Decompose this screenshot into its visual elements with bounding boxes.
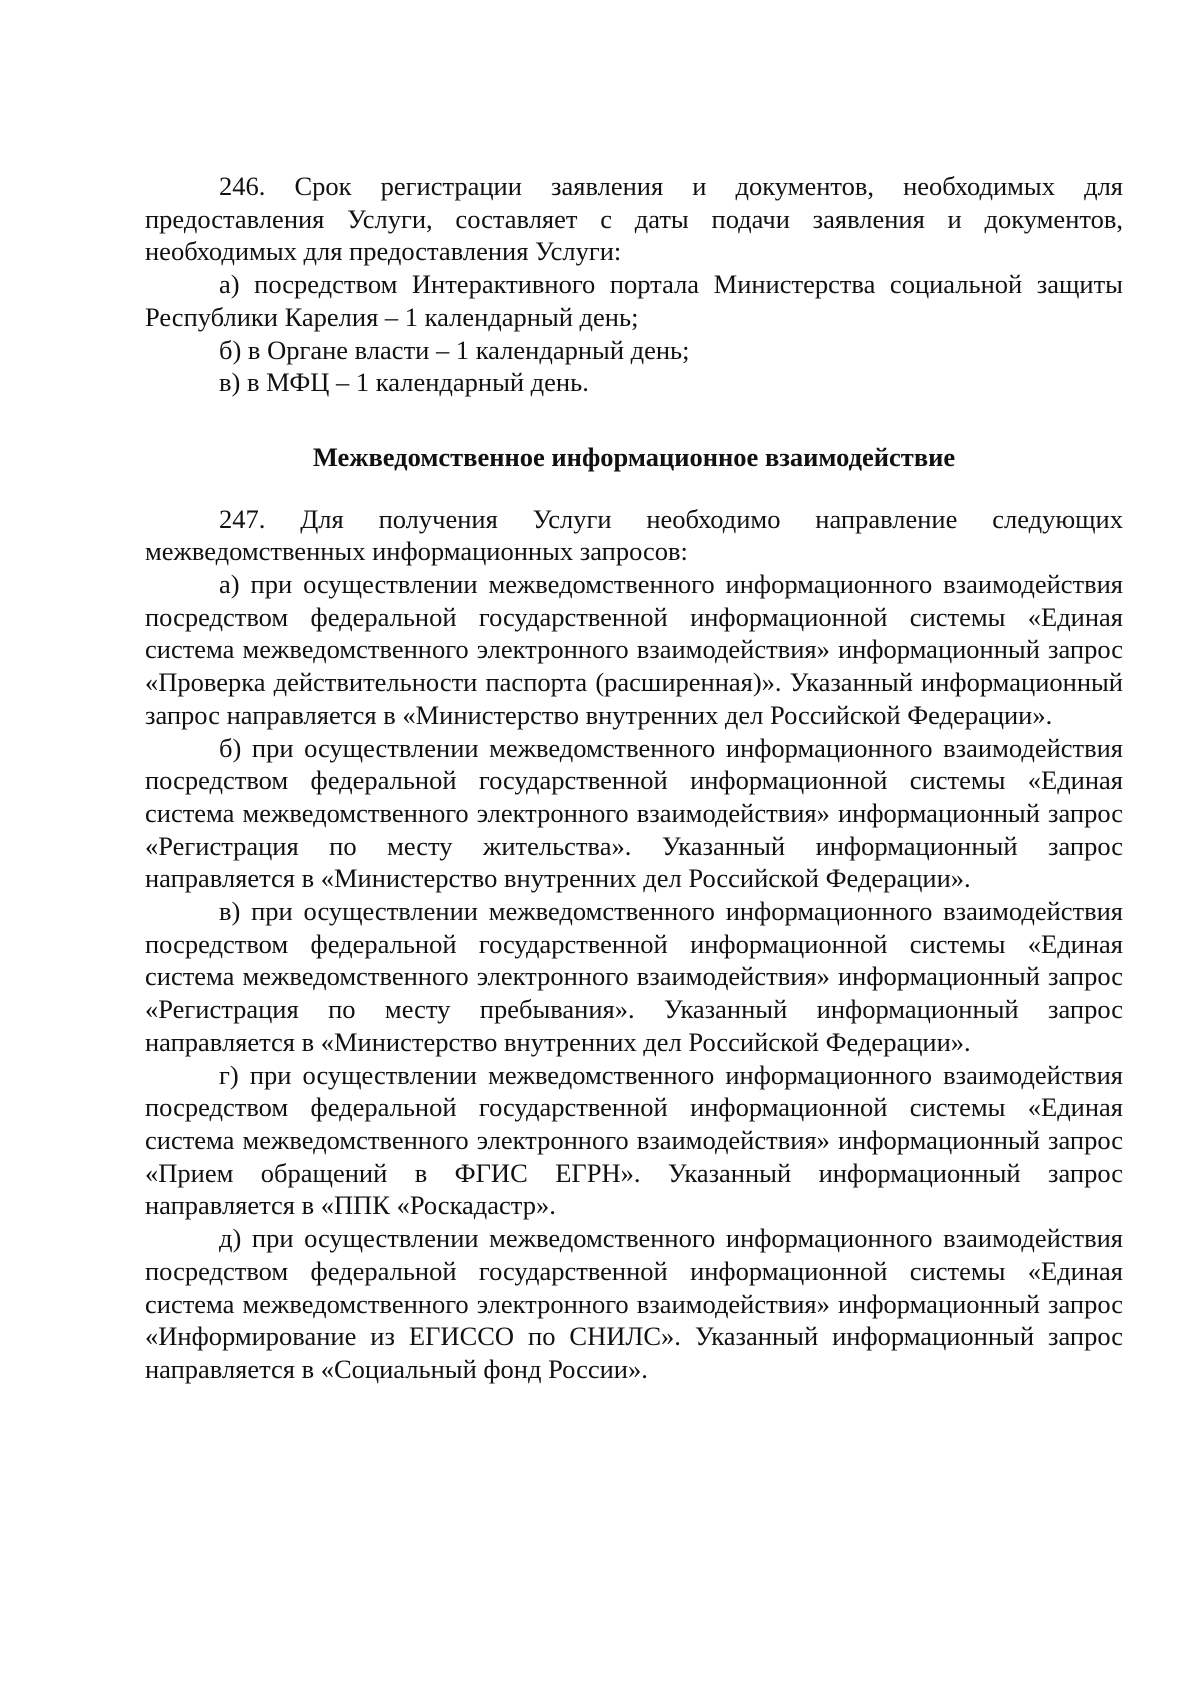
paragraph-247: 247. Для получения Услуги необходимо направление следующих межведомственных информационных запросов: [145,503,1123,567]
section-heading: Межведомственное информационное взаимодействие [312,441,956,472]
list-item-246-b: б) в Органе власти – 1 календарный день; [219,334,690,365]
list-item-247-e: д) при осуществлении межведомственного информационного взаимодействия посредством федеральной государственной информационной системы «Единая система межведомственного электронного взаимодействия» информационный запрос «Информирование из ЕГИССО по СНИЛС». Указанный информационный запрос направляется в «Социальный фонд России». [145,1223,1123,1384]
list-item-246-c: в) в МФЦ – 1 календарный день. [219,367,589,398]
list-item-247-d: г) при осуществлении межведомственного информационного взаимодействия посредством федеральной государственной информационной системы «Единая система межведомственного электронного взаимодействия» информационный запрос «Прием обращений в ФГИС ЕГРН». Указанный информационный запрос направляется в «ППК «Роскадастр». [145,1059,1123,1221]
spacer [145,399,1123,441]
paragraph-246: 246. Срок регистрации заявления и документов, необходимых для предоставления Услуги, составляет с даты подачи заявления и документов, необходимых для предоставления Услуги: [145,171,1123,267]
list-item-247-a: а) при осуществлении межведомственного информационного взаимодействия посредством федеральной государственной информационной системы «Единая система межведомственного электронного взаимодействия» информационный запрос «Проверка действительности паспорта (расширенная)». Указанный информационный запрос направляется в «Министерство внутренних дел Российской Федерации». [145,569,1123,730]
list-item-246-a: а) посредством Интерактивного портала Министерства социальной защиты Республики Карелия – 1 календарный день; [145,269,1123,332]
list-item-247-c: в) при осуществлении межведомственного информационного взаимодействия посредством федеральной государственной информационной системы «Единая система межведомственного электронного взаимодействия» информационный запрос «Регистрация по месту пребывания». Указанный информационный запрос направляется в «Министерство внутренних дел Российской Федерации». [145,896,1123,1057]
document-page [145,170,1123,1386]
list-item-247-b: б) при осуществлении межведомственного информационного взаимодействия посредством федеральной государственной информационной системы «Единая система межведомственного электронного взаимодействия» информационный запрос «Регистрация по месту жительства». Указанный информационный запрос направляется в «Министерство внутренних дел Российской Федерации». [145,732,1123,894]
spacer [145,474,1123,503]
